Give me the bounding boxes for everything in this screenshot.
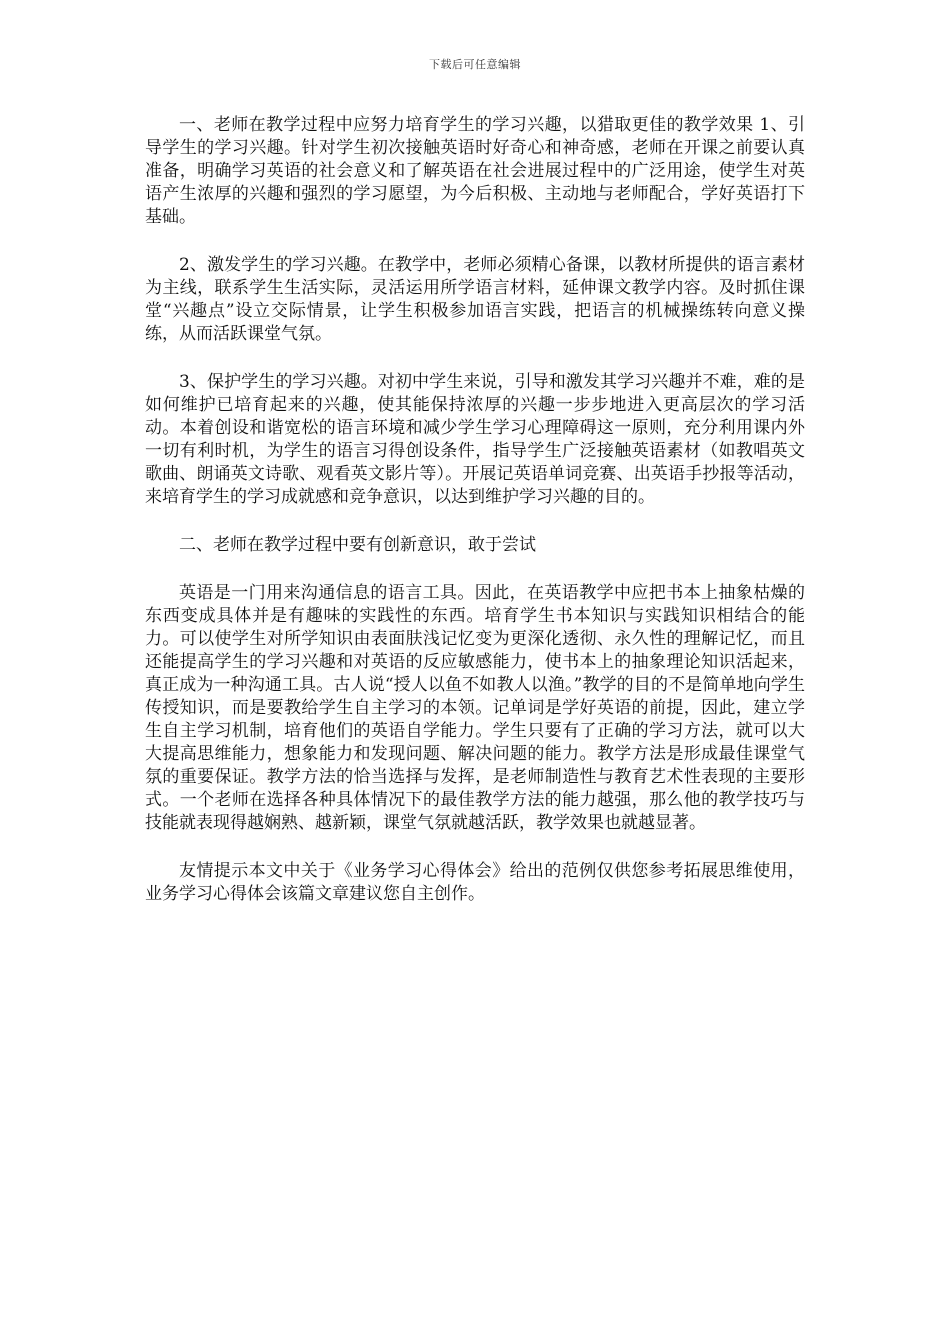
paragraph-protect-interest: 3、保护学生的学习兴趣。对初中学生来说，引导和激发其学习兴趣并不难，难的是如何维护已培育起来的兴趣，使其能保持浓厚的兴趣一步步地进入更高层次的学习活动。本着创设和谐宽松的语言环境和减少学生学习心理障碍这一原则，充分利用课内外一切有利时机，为学生的语言习得创设条件，指导学生广泛接触英语素材（如教唱英文歌曲、朗诵英文诗歌、观看英文影片等）。开展记英语单词竞赛、出英语手抄报等活动，来培育学生的学习成就感和竞争意识，以达到维护学习兴趣的目的。 bbox=[145, 372, 805, 507]
paragraph-practical-knowledge: 英语是一门用来沟通信息的语言工具。因此，在英语教学中应把书本上抽象枯燥的东西变成具体并是有趣味的实践性的东西。培育学生书本知识与实践知识相结合的能力。可以使学生对所学知识由表面肤浅记忆变为更深化透彻、永久性的理解记忆，而且还能提高学生的学习兴趣和对英语的反应敏感能力，使书本上的抽象理论知识活起来，真正成为一种沟通工具。古人说“授人以鱼不如教人以渔。”教学的目的不是简单地向学生传授知识，而是要教给学生自主学习的本领。记单词是学好英语的前提，因此，建立学生自主学习机制，培育他们的英语自学能力。学生只要有了正确的学习方法，就可以大大提高思维能力，想象能力和发现问题、解决问题的能力。教学方法是形成最佳课堂气氛的重要保证。教学方法的恰当选择与发挥，是老师制造性与教育艺术性表现的主要形式。一个老师在选择各种具体情况下的最佳教学方法的能力越强，那么他的教学技巧与技能就表现得越娴熟、越新颖，课堂气氛就越活跃，教学效果也就越显著。 bbox=[145, 583, 805, 833]
paragraph-friendly-reminder: 友情提示本文中关于《业务学习心得体会》给出的范例仅供您参考拓展思维使用，业务学习心得体会该篇文章建议您自主创作。 bbox=[145, 861, 805, 904]
section-heading-innovation: 二、老师在教学过程中要有创新意识，敢于尝试 bbox=[179, 535, 536, 555]
paragraph-interest-cultivation: 一、老师在教学过程中应努力培育学生的学习兴趣，以猎取更佳的教学效果 1、引导学生的学习兴趣。针对学生初次接触英语时好奇心和神奇感，老师在开课之前要认真准备，明确学习英语的社会意义和了解英语在社会进展过程中的广泛用途，使学生对英语产生浓厚的兴趣和强烈的学习愿望，为今后积极、主动地与老师配合，学好英语打下基础。 bbox=[145, 115, 805, 227]
document-body bbox=[145, 114, 805, 931]
paragraph-stimulate-interest: 2、激发学生的学习兴趣。在教学中，老师必须精心备课，以教材所提供的语言素材为主线，联系学生生活实际，灵活运用所学语言材料，延伸课文教学内容。及时抓住课堂“兴趣点”设立交际情景，让学生积极参加语言实践，把语言的机械操练转向意义操练，从而活跃课堂气氛。 bbox=[145, 255, 805, 344]
page-header: 下载后可任意编辑 bbox=[429, 58, 521, 71]
